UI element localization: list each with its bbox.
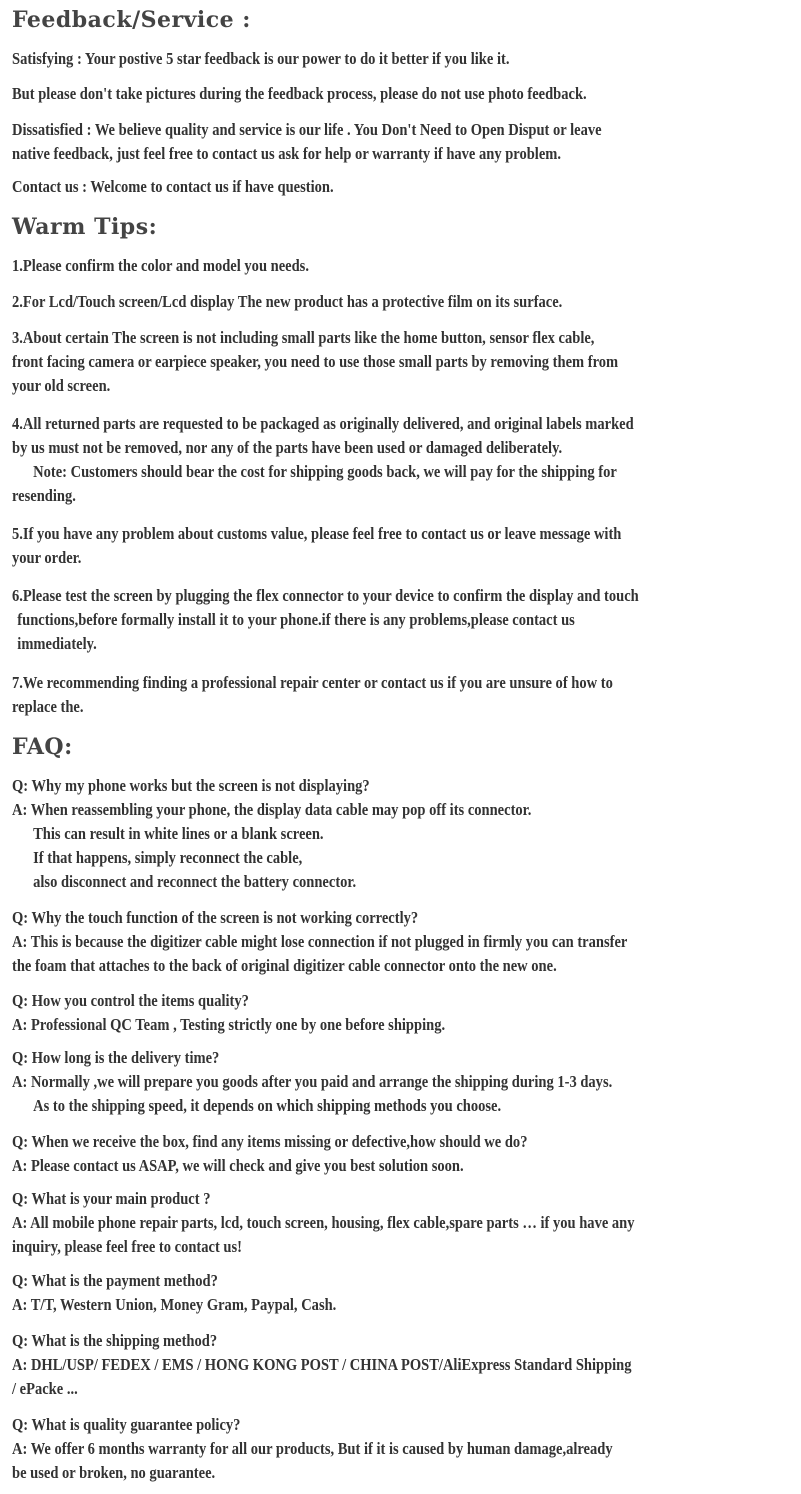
faq-answer-line: / ePacke ...	[12, 1379, 78, 1398]
dissatisfied-line-1: Dissatisfied : We believe quality and service is our life . You Don't Need to Open Disput or leave	[12, 120, 602, 139]
faq-item-5	[12, 1130, 527, 1178]
faq-answer: A: Please contact us ASAP, we will check and give you best solution soon.	[12, 1156, 464, 1175]
faq-item-4	[12, 1046, 612, 1118]
faq-question: Q: What is your main product ?	[12, 1189, 211, 1208]
faq-answer: A: When reassembling your phone, the display data cable may pop off its connector.	[12, 800, 532, 819]
faq-question: Q: What is the payment method?	[12, 1271, 218, 1290]
tip-2	[12, 290, 562, 314]
tip-1-line-1: 1.Please confirm the color and model you needs.	[12, 256, 309, 275]
faq-item-1	[12, 774, 531, 894]
tip-3-line-1: 3.About certain The screen is not including small parts like the home button, sensor flex cable,	[12, 328, 595, 347]
tip-4-line-2: by us must not be removed, nor any of the parts have been used or damaged deliberately.	[12, 438, 563, 457]
faq-answer-line: also disconnect and reconnect the battery connector.	[33, 872, 357, 891]
faq-answer-line: be used or broken, no guarantee.	[12, 1463, 216, 1482]
faq-question: Q: How you control the items quality?	[12, 991, 249, 1010]
tip-3	[12, 326, 618, 398]
faq-answer-line: This can result in white lines or a blank screen.	[33, 824, 324, 843]
faq-answer: A: Normally ,we will prepare you goods after you paid and arrange the shipping during 1-3 days.	[12, 1072, 613, 1091]
faq-item-2	[12, 906, 627, 978]
tip-4	[12, 412, 634, 508]
feedback-heading: Feedback/Service :	[12, 7, 251, 33]
tip-7	[12, 671, 613, 719]
faq-answer: A: DHL/USP/ FEDEX / EMS / HONG KONG POST / CHINA POST/AliExpress Standard Shipping	[12, 1355, 632, 1374]
tips-heading: Warm Tips:	[12, 214, 158, 240]
tip-1	[12, 254, 309, 278]
faq-answer: A: Professional QC Team , Testing strictly one by one before shipping.	[12, 1015, 446, 1034]
tip-4-line-1: 4.All returned parts are requested to be packaged as originally delivered, and original labels marked	[12, 414, 634, 433]
faq-answer: A: T/T, Western Union, Money Gram, Paypal, Cash.	[12, 1295, 337, 1314]
faq-item-8	[12, 1329, 632, 1401]
faq-question: Q: Why my phone works but the screen is not displaying?	[12, 776, 370, 795]
faq-heading: FAQ:	[12, 734, 73, 760]
tip-6-line-3: immediately.	[17, 634, 97, 653]
tip-7-line-1: 7.We recommending finding a professional repair center or contact us if you are unsure of how to	[12, 673, 613, 692]
tip-3-line-2: front facing camera or earpiece speaker, you need to use those small parts by removing them from	[12, 352, 619, 371]
faq-question: Q: What is the shipping method?	[12, 1331, 218, 1350]
tip-5-line-2: your order.	[12, 548, 82, 567]
faq-question: Q: How long is the delivery time?	[12, 1048, 220, 1067]
dissatisfied-line-2: native feedback, just feel free to contact us ask for help or warranty if have any problem.	[12, 144, 562, 163]
faq-item-3	[12, 989, 445, 1037]
tip-7-line-2: replace the.	[12, 697, 84, 716]
faq-answer-line: inquiry, please feel free to contact us!	[12, 1237, 242, 1256]
faq-answer: A: This is because the digitizer cable might lose connection if not plugged in firmly you can transfer	[12, 932, 628, 951]
tip-6-line-1: 6.Please test the screen by plugging the flex connector to your device to confirm the display and touch	[12, 586, 639, 605]
satisfying-text: Satisfying : Your postive 5 star feedback is our power to do it better if you like it.	[12, 49, 510, 68]
faq-question: Q: When we receive the box, find any items missing or defective,how should we do?	[12, 1132, 528, 1151]
faq-item-6	[12, 1187, 635, 1259]
tip-5-line-1: 5.If you have any problem about customs value, please feel free to contact us or leave message with	[12, 524, 622, 543]
tip-2-line-1: 2.For Lcd/Touch screen/Lcd display The new product has a protective film on its surface.	[12, 292, 563, 311]
photo-text: But please don't take pictures during the feedback process, please do not use photo feedback.	[12, 84, 587, 103]
faq-answer: A: All mobile phone repair parts, lcd, touch screen, housing, flex cable,spare parts … if you have any	[12, 1213, 635, 1232]
faq-answer: A: We offer 6 months warranty for all our products, But if it is caused by human damage,already	[12, 1439, 613, 1458]
tip-3-line-3: your old screen.	[12, 376, 111, 395]
feedback-photo-note	[12, 82, 587, 106]
faq-answer-line: As to the shipping speed, it depends on which shipping methods you choose.	[33, 1096, 502, 1115]
contact-text: Contact us : Welcome to contact us if have question.	[12, 177, 334, 196]
feedback-dissatisfied	[12, 118, 602, 166]
faq-answer-line: If that happens, simply reconnect the cable,	[33, 848, 303, 867]
tip-4-line-4: resending.	[12, 486, 76, 505]
feedback-satisfying	[12, 47, 509, 71]
faq-answer-line: the foam that attaches to the back of original digitizer cable connector onto the new one.	[12, 956, 557, 975]
faq-item-9	[12, 1413, 613, 1485]
faq-question: Q: Why the touch function of the screen is not working correctly?	[12, 908, 419, 927]
tip-6-line-2: functions,before formally install it to your phone.if there is any problems,please contact us	[17, 610, 575, 629]
tip-4-note: Note: Customers should bear the cost for shipping goods back, we will pay for the shipping for	[33, 462, 617, 481]
faq-item-7	[12, 1269, 336, 1317]
tip-5	[12, 522, 621, 570]
tip-6	[12, 584, 639, 656]
feedback-contact	[12, 175, 334, 199]
faq-question: Q: What is quality guarantee policy?	[12, 1415, 241, 1434]
